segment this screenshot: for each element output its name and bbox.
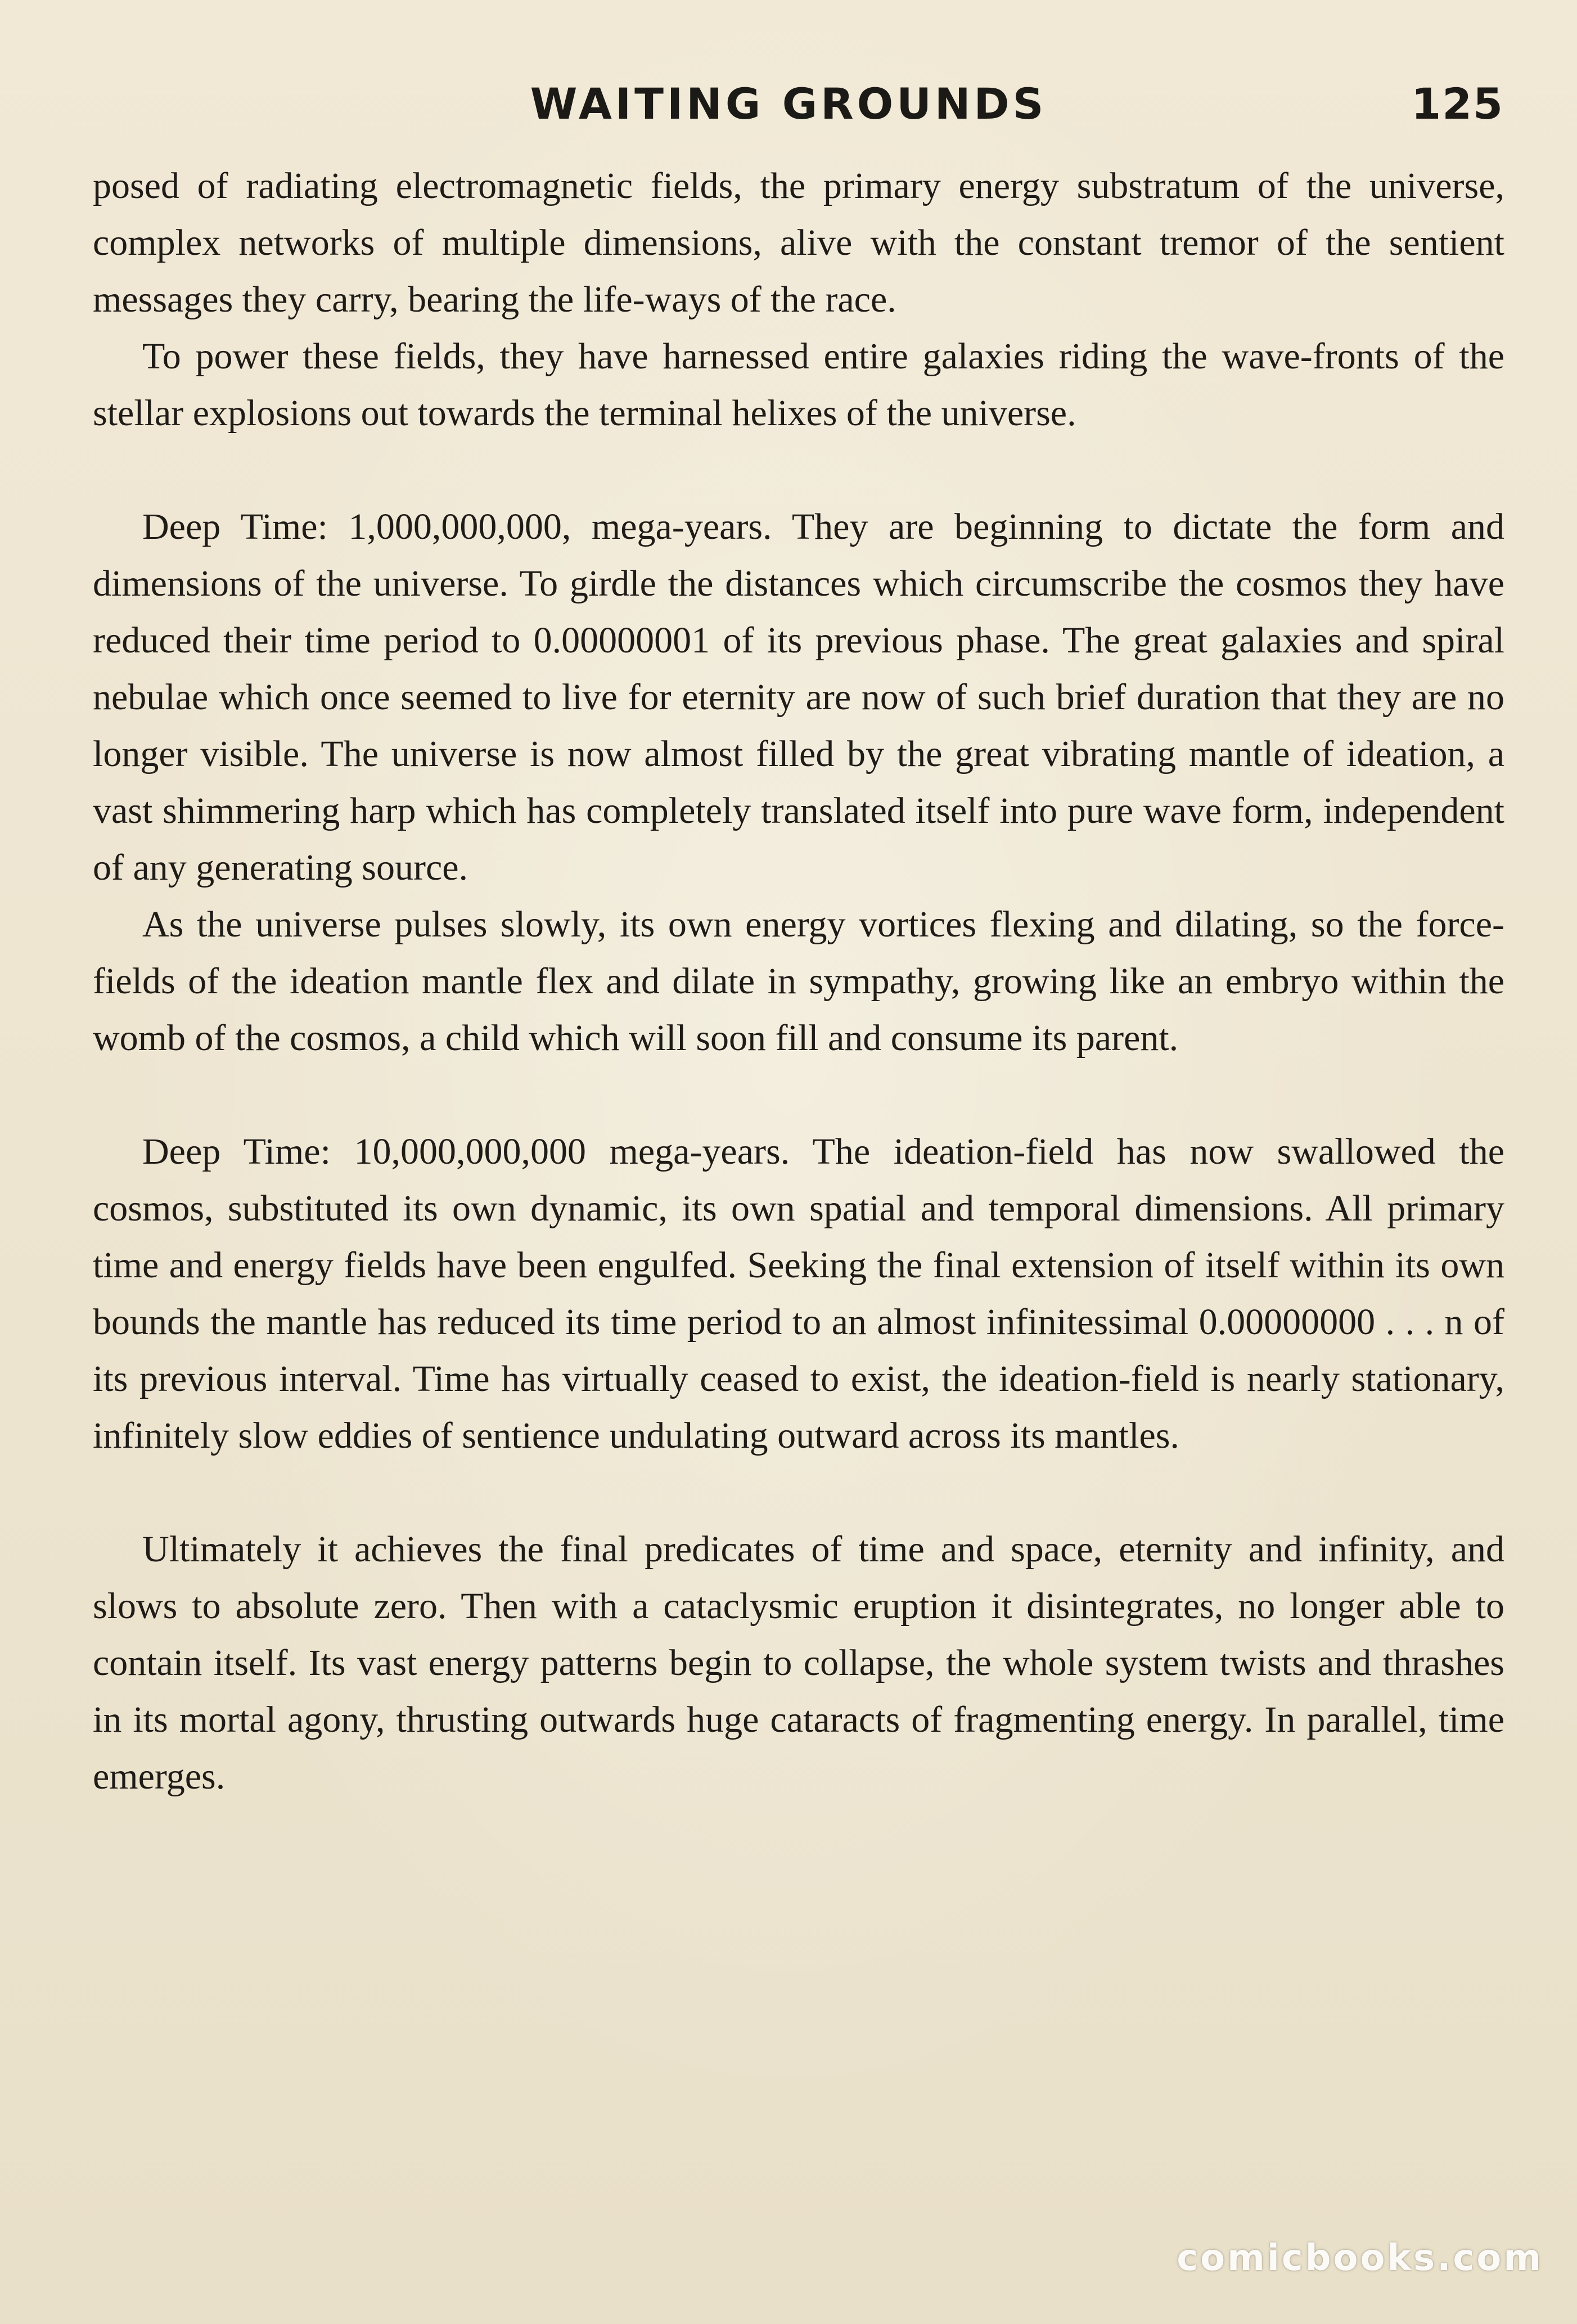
body-text (93, 157, 1504, 1805)
paragraph: As the universe pulses slowly, its own energy vortices flexing and dilating, so the force-fields of the ideation mantle flex and dilate in sympathy, growing like an embryo within the womb of the cosmos, a child which will soon fill and consume its parent. (93, 904, 1504, 1059)
running-head (0, 79, 1577, 135)
chapter-title: WAITING GROUNDS (530, 79, 1047, 129)
paragraph: To power these fields, they have harnessed entire galaxies riding the wave-fronts of the stellar explosions out towards the terminal helixes of the universe. (93, 336, 1504, 434)
paragraph-continuation: posed of radiating electromagnetic fields, the primary energy substratum of the universe, complex networks of multiple dimensions, alive with the constant tremor of the sentient messages they carry, bearing the life-ways of the race. (93, 165, 1504, 320)
watermark: comicbooks.com (1177, 2237, 1543, 2279)
paragraph-deep-time-1: Deep Time: 1,000,000,000, mega-years. They are beginning to dictate the form and dimensions of the universe. To girdle the distances which circumscribe the cosmos they have reduced their time period to 0.00000001 of its previous phase. The great galaxies and spiral nebulae which once seemed to live for eternity are now of such brief duration that they are no longer visible. The universe is now almost filled by the great vibrating mantle of ideation, a vast shimmering harp which has completely translated itself into pure wave form, independent of any generating source. (93, 506, 1504, 888)
paragraph-final: Ultimately it achieves the final predicates of time and space, eternity and infinity, and slows to absolute zero. Then with a cataclysmic eruption it disintegrates, no longer able to contain itself. Its vast energy patterns begin to collapse, the whole system twists and thrashes in its mortal agony, thrusting outwards huge cataracts of fragmenting energy. In parallel, time emerges. (93, 1529, 1504, 1797)
page-number: 125 (1411, 79, 1504, 129)
paragraph-deep-time-2: Deep Time: 10,000,000,000 mega-years. The ideation-field has now swallowed the cosmos, substituted its own dynamic, its own spatial and temporal dimensions. All primary time and energy fields have been engulfed. Seeking the final extension of itself within its own bounds the mantle has reduced its time period to an almost infinitessimal 0.00000000 . . . n of its previous interval. Time has virtually ceased to exist, the ideation-field is nearly stationary, infinitely slow eddies of sentience undulating outward across its mantles. (93, 1131, 1504, 1456)
